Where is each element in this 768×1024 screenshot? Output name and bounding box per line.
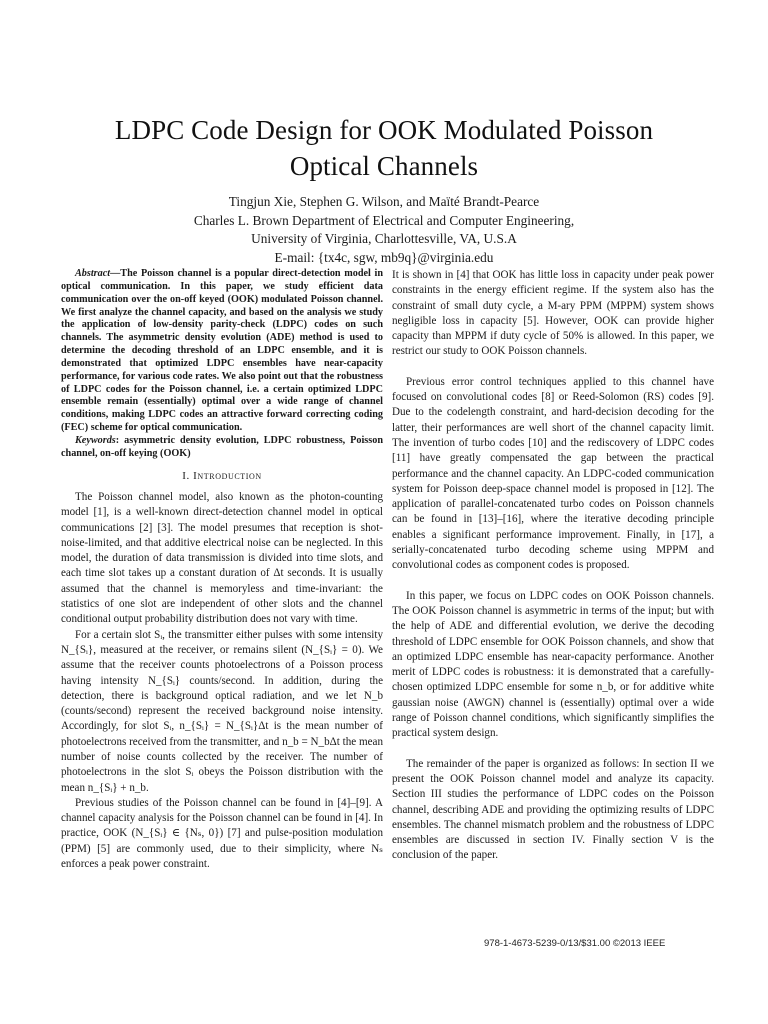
right-paragraph-3: In this paper, we focus on LDPC codes on OOK Poisson channels. The OOK Poisson channel is asymmetric in terms of the input; but with the help of ADE and differential evolution, we derive the decoding threshold of LDPC ensemble for OOK Poisson channels, and show that an optimized LDPC ensemble has near-capacity performance. Another merit of LDPC codes is robustness: it is demonstrated that a carefully-chosen optimized LDPC ensemble for some n_b, or for additive white gaussian noise (AWGN) channel is (essentially) optimal over a wide range of Poisson channel conditions, which significantly simplifies the practical system design. — [392, 589, 714, 740]
copyright-footer: 978-1-4673-5239-0/13/$31.00 ©2013 IEEE — [484, 938, 666, 949]
right-paragraph-2: Previous error control techniques applied to this channel have focused on convolutional codes [8] or Reed-Solomon (RS) codes [9]. Due to the codelength constraint, and hard-decision decoding for the latter, their performances are well short of the channel capacity limit. The invention of turbo codes [10] and the rediscovery of LDPC codes [11] have greatly compensated the gap between the practical performance and the channel capacity. An LDPC-coded communication system for Poisson deep-space channel model is proposed in [12]. The application of parallel-concatenated turbo codes on Poisson channels can be found in [13]–[16], where the iterative decoding principle enables a significant performance improvement. Finally, in [17], a serially-concatenated turbo decoding scheme using MPPM and convolutional codes as component codes is proposed. — [392, 375, 714, 572]
author-affiliation: Charles L. Brown Department of Electrical and Computer Engineering, — [193, 212, 575, 228]
paper-title — [40, 112, 728, 184]
keywords — [61, 435, 383, 461]
title-line-2: Optical Channels — [289, 151, 479, 181]
abstract-label: Abstract — [75, 268, 111, 279]
abstract — [61, 268, 383, 435]
author-block — [40, 193, 728, 267]
author-address: University of Virginia, Charlottesville, VA, U.S.A — [251, 231, 517, 246]
author-email: E-mail: {tx4c, sgw, mb9q}@virginia.edu — [274, 249, 494, 265]
right-paragraph-1: It is shown in [4] that OOK has little loss in capacity under peak power constraints in the energy efficient regime. If the system also has the constraint of small duty cycle, a M-ary PPM (MPPM) system shows negligible loss in capacity [5]. However, OOK can provide higher capacity than MPPM if duty cycle of 50% is allowed. In this paper, we restrict our study to OOK Poisson channels. — [392, 269, 714, 358]
intro-paragraph-3: Previous studies of the Poisson channel can be found in [4]–[9]. A channel capacity analysis for the Poisson channel can be found in [4]. In practice, OOK (N_{Sᵢ} ∈ {Nₛ, 0}) [7] and pulse-position modulation (PPM) [5] are commonly used, due to their simplicity, where Nₛ enforces a peak power constraint. — [61, 796, 383, 871]
section-heading-introduction: I. Introduction — [182, 469, 262, 482]
keywords-label: Keywords — [75, 434, 116, 446]
keywords-text: : asymmetric density evolution, LDPC robustness, Poisson channel, on-off keying (OOK) — [61, 434, 383, 459]
right-paragraph-4: The remainder of the paper is organized as follows: In section II we present the OOK Poisson channel model and analyze its capacity. Section III studies the performance of LDPC codes on the Poisson channel, describing ADE and providing the optimizing results of LDPC ensembles. The channel mismatch problem and the robustness of LDPC ensembles are discussed in section IV. Finally section V is the conclusion of the paper. — [392, 757, 714, 862]
left-column — [61, 268, 383, 872]
title-line-1: LDPC Code Design for OOK Modulated Poisson — [114, 115, 654, 145]
author-names: Tingjun Xie, Stephen G. Wilson, and Maïté Brandt-Pearce — [228, 194, 540, 209]
abstract-text: —The Poisson channel is a popular direct-detection model in optical communication. In this paper, we study efficient data communication over the on-off keyed (OOK) modulated Poisson channel. We first analyze the channel capacity, and based on the analysis we study the application of low-density parity-check (LDPC) codes on such channels. The asymmetric density evolution (ADE) method is used to determine the decoding threshold of an LDPC ensemble, and it is demonstrated that optimized LDPC ensembles have near-capacity performance, for various code rates. We also point out that the robustness of LDPC codes for the Poisson channel, i.e. a certain optimized LDPC ensemble remain (essentially) optimal over a wide range of channel conditions, making LDPC codes an attractive forward correcting coding (FEC) scheme for optical communication. — [61, 268, 383, 434]
right-column — [392, 268, 714, 864]
intro-paragraph-1: The Poisson channel model, also known as the photon-counting model [1], is a well-known direct-detection channel model in optical communications [2] [3]. The model presumes that reception is shot-noise-limited, and that additive electrical noise can be neglected. In this model, the duration of data transmission is divided into time slots, and each time slot takes up a constant duration of Δt seconds. It is usually assumed that the channel is memoryless and time-invariant: the statistics of one slot are independent of other slots and the channel conditional output probability distribution does not vary with time. — [61, 490, 383, 626]
intro-paragraph-2: For a certain slot Sᵢ, the transmitter either pulses with some intensity N_{Sᵢ}, measured at the receiver, or remains silent (N_{Sᵢ} = 0). We assume that the receiver counts photoelectrons of a Poisson process having intensity N_{Sᵢ} counts/second. In addition, during the detection, there is background optical radiation, and we let N_b (counts/second) represent the received background noise intensity. Accordingly, for slot Sᵢ, n_{Sᵢ} = N_{Sᵢ}Δt is the mean number of photoelectrons received from the transmitter, and n_b = N_bΔt the mean number of noise counts collected by the receiver. The number of photoelectrons in the slot Sᵢ obeys the Poisson distribution with the mean n_{Sᵢ} + n_b. — [61, 628, 383, 794]
